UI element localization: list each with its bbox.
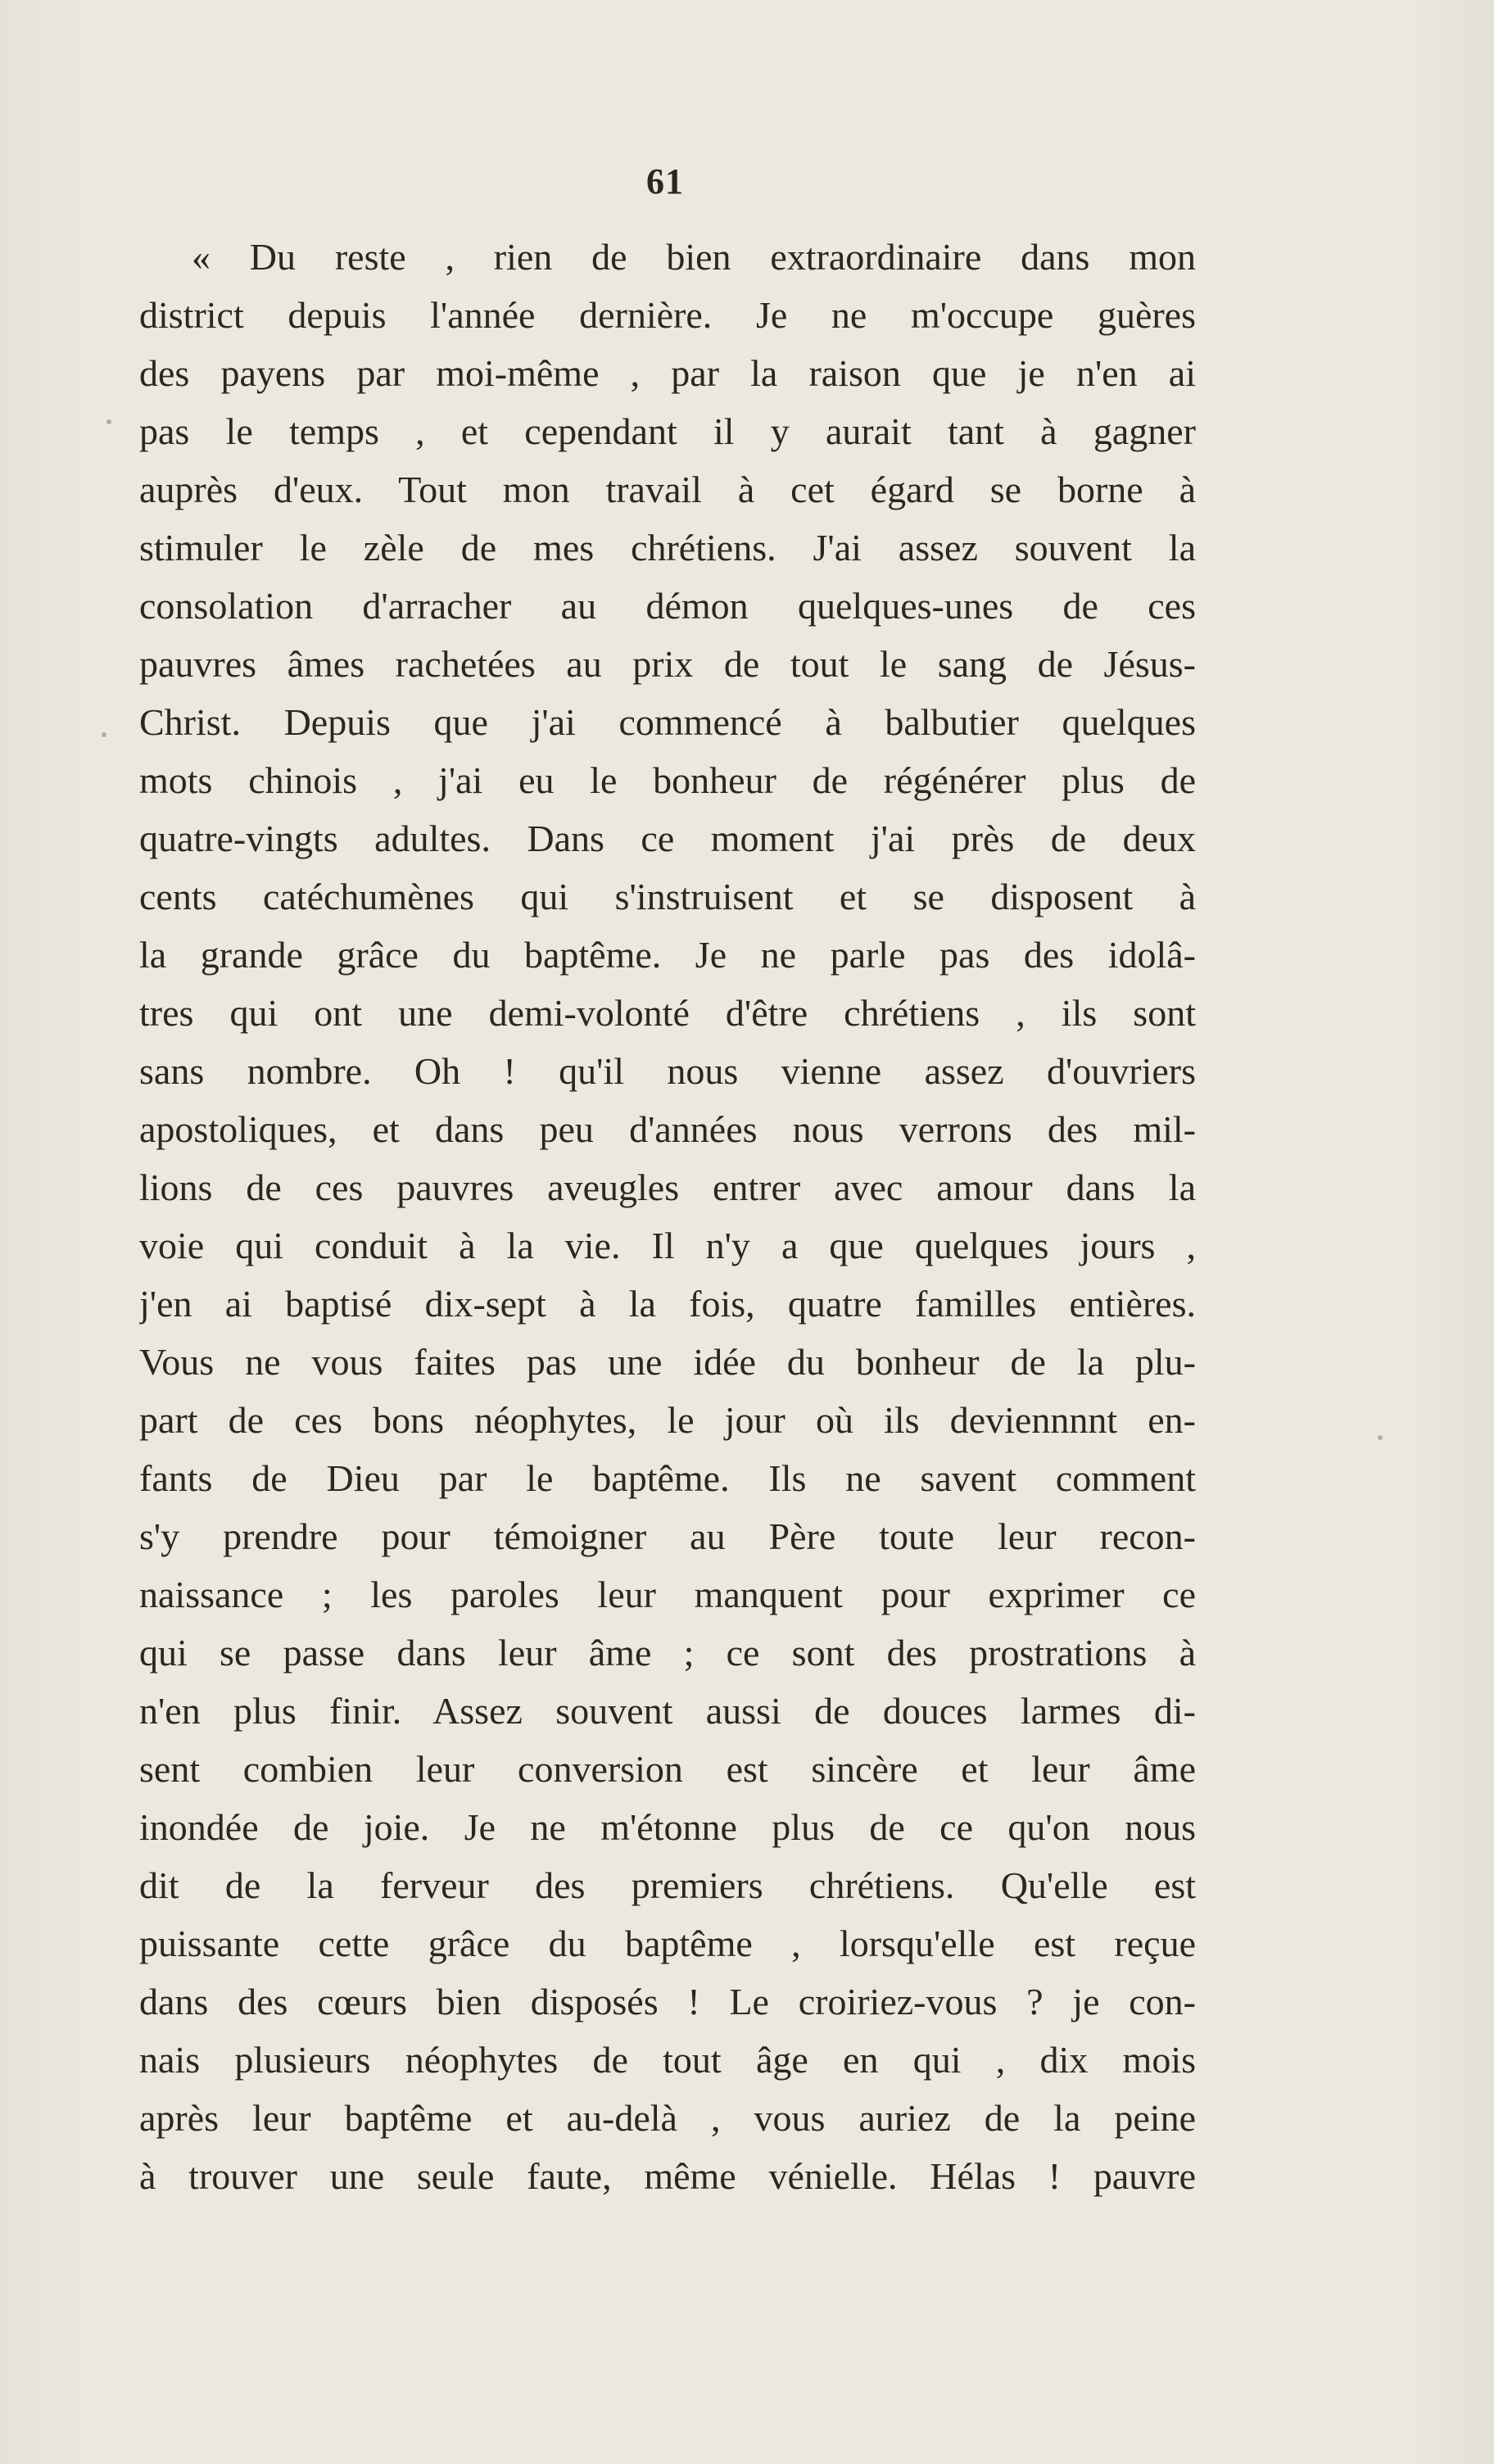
text-line: quatre-vingts adultes. Dans ce moment j'ai près de deux (139, 818, 1196, 859)
text-line: la grande grâce du baptême. Je ne parle pas des idolâ- (139, 934, 1196, 976)
text-line: cents catéchumènes qui s'instruisent et se disposent à (139, 876, 1196, 917)
text-line: inondée de joie. Je ne m'étonne plus de ce qu'on nous (139, 1806, 1196, 1848)
text-line: mots chinois , j'ai eu le bonheur de régénérer plus de (139, 759, 1196, 801)
text-line: auprès d'eux. Tout mon travail à cet égard se borne à (139, 469, 1196, 510)
paper-speck (106, 419, 111, 424)
text-line: apostoliques, et dans peu d'années nous verrons des mil- (139, 1108, 1196, 1150)
text-line: part de ces bons néophytes, le jour où ils deviennnnt en- (139, 1399, 1196, 1441)
text-line: district depuis l'année dernière. Je ne m'occupe guères (139, 294, 1196, 336)
text-line: j'en ai baptisé dix-sept à la fois, quatre familles entières. (139, 1283, 1196, 1325)
text-line: sent combien leur conversion est sincère et leur âme (139, 1748, 1196, 1790)
text-line: dans des cœurs bien disposés ! Le croiriez-vous ? je con- (139, 1981, 1196, 2022)
text-line: lions de ces pauvres aveugles entrer avec amour dans la (139, 1166, 1196, 1208)
text-line: puissante cette grâce du baptême , lorsqu'elle est reçue (139, 1923, 1196, 1964)
text-line: tres qui ont une demi-volonté d'être chrétiens , ils sont (139, 992, 1196, 1034)
page-number: 61 (646, 161, 684, 202)
text-line: sans nombre. Oh ! qu'il nous vienne assez d'ouvriers (139, 1050, 1196, 1092)
text-line: des payens par moi-même , par la raison que je n'en ai (139, 352, 1196, 394)
text-line: stimuler le zèle de mes chrétiens. J'ai assez souvent la (139, 527, 1196, 568)
text-line: naissance ; les paroles leur manquent pour exprimer ce (139, 1574, 1196, 1615)
text-line: nais plusieurs néophytes de tout âge en qui , dix mois (139, 2039, 1196, 2081)
text-line: pauvres âmes rachetées au prix de tout le sang de Jésus- (139, 643, 1196, 685)
text-line: après leur baptême et au-delà , vous auriez de la peine (139, 2097, 1196, 2139)
text-line: voie qui conduit à la vie. Il n'y a que quelques jours , (139, 1225, 1196, 1266)
text-line: « Du reste , rien de bien extraordinaire dans mon (192, 236, 1196, 278)
text-line: Christ. Depuis que j'ai commencé à balbutier quelques (139, 701, 1196, 743)
text-line: n'en plus finir. Assez souvent aussi de douces larmes di- (139, 1690, 1196, 1732)
body-text (139, 228, 1196, 2205)
paper-speck (1378, 1435, 1383, 1440)
text-line: Vous ne vous faites pas une idée du bonheur de la plu- (139, 1341, 1196, 1383)
text-line: qui se passe dans leur âme ; ce sont des prostrations à (139, 1632, 1196, 1674)
text-line: dit de la ferveur des premiers chrétiens. Qu'elle est (139, 1864, 1196, 1906)
text-line: à trouver une seule faute, même vénielle. Hélas ! pauvre (139, 2155, 1196, 2197)
text-line: fants de Dieu par le baptême. Ils ne savent comment (139, 1457, 1196, 1499)
text-line: pas le temps , et cependant il y aurait tant à gagner (139, 410, 1196, 452)
paper-speck (102, 732, 106, 737)
text-line: consolation d'arracher au démon quelques-unes de ces (139, 585, 1196, 627)
text-line: s'y prendre pour témoigner au Père toute leur recon- (139, 1515, 1196, 1557)
